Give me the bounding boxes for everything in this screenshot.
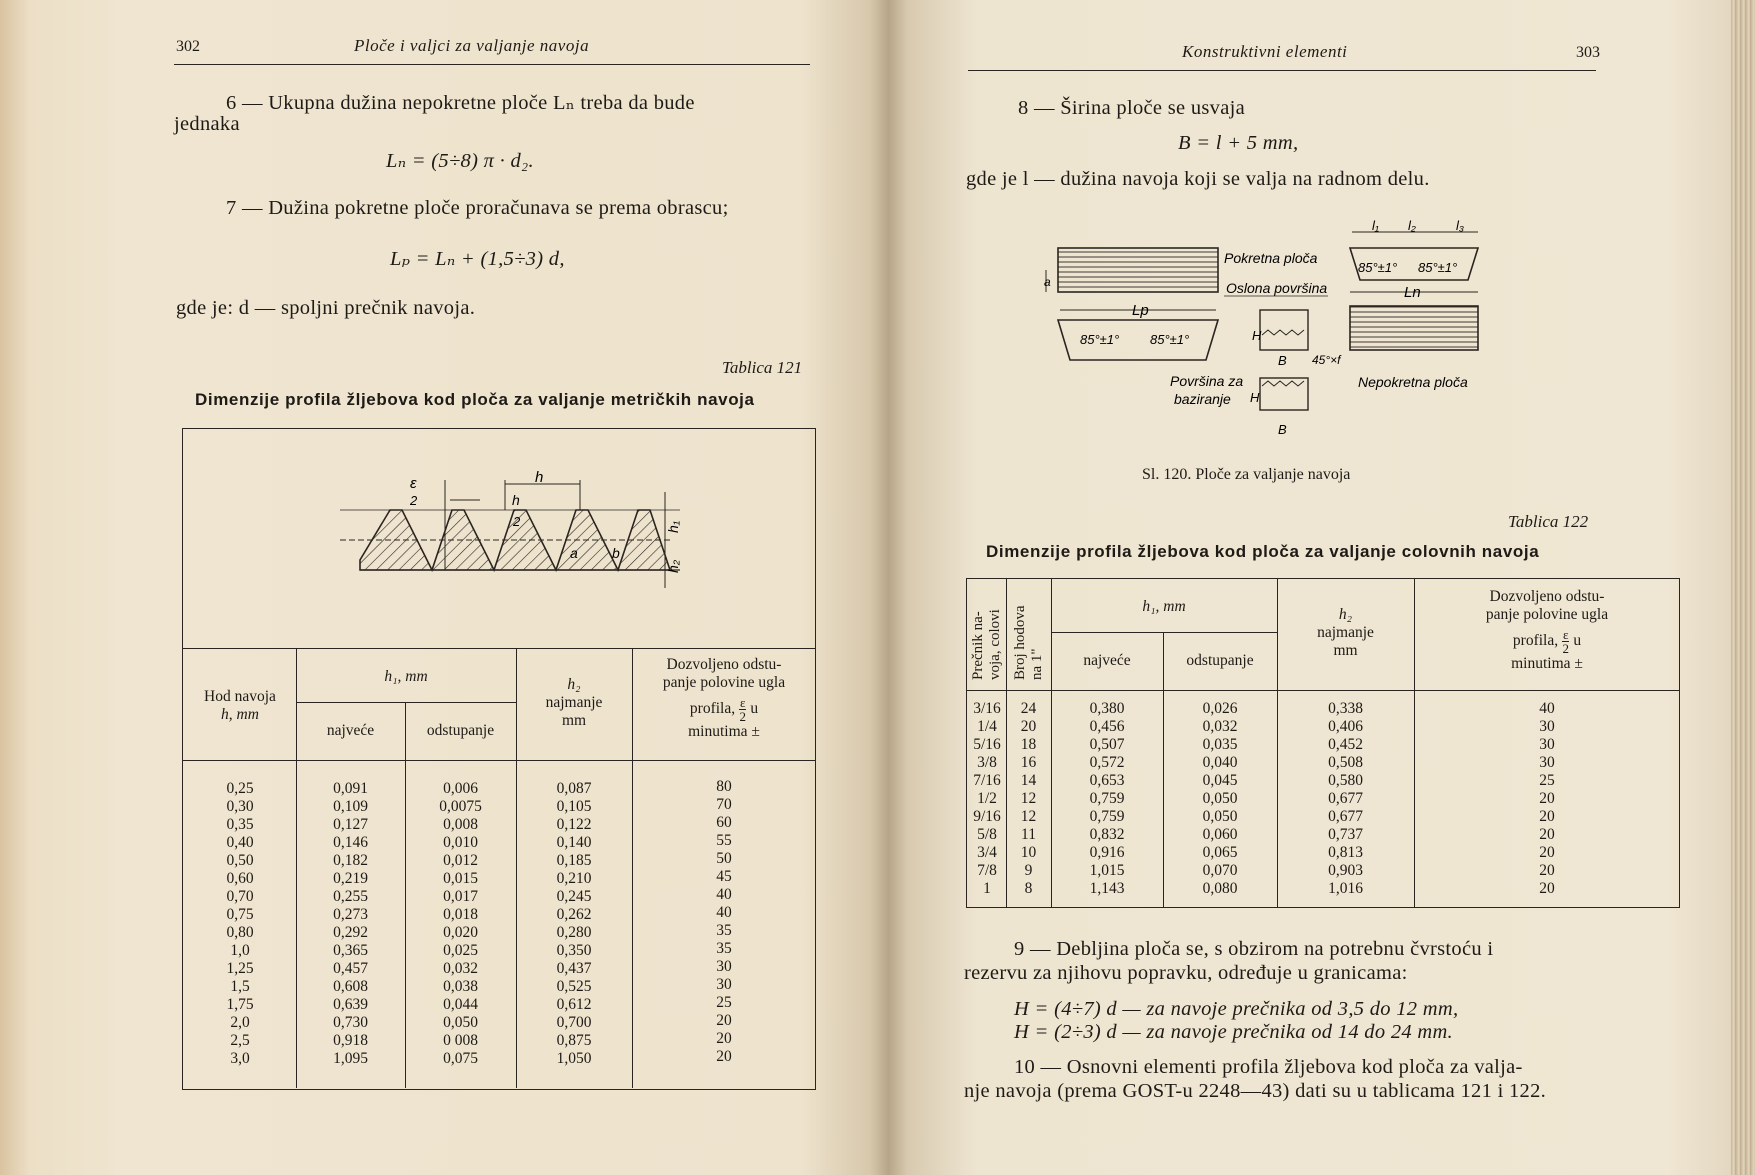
table-cell: 0,050 bbox=[443, 1014, 478, 1031]
running-header-left: Ploče i valjci za valjanje navoja bbox=[354, 36, 590, 55]
table-cell: 3/4 bbox=[977, 844, 997, 861]
table-cell: 1 bbox=[983, 880, 991, 897]
col-precnik-values bbox=[968, 700, 1006, 898]
table-cell: 20 bbox=[1539, 862, 1555, 879]
table-cell: 0,612 bbox=[556, 996, 592, 1013]
table-cell: 3/8 bbox=[977, 754, 997, 771]
table-cell: 30 bbox=[716, 958, 732, 975]
table-cell: 2,5 bbox=[230, 1032, 250, 1049]
table-cell: 0,065 bbox=[1202, 844, 1238, 861]
table-cell: 0,30 bbox=[226, 798, 254, 815]
table-cell: 12 bbox=[1020, 790, 1037, 807]
table-cell: 5/8 bbox=[977, 826, 997, 843]
col-header-najvece-right: najveće bbox=[1083, 652, 1131, 669]
table-cell: 7/8 bbox=[977, 862, 997, 879]
table-cell: 16 bbox=[1020, 754, 1037, 771]
table-121-h1-rule bbox=[296, 702, 516, 703]
formula-h2: H = (2÷3) d — za navoje prečnika od 14 do 24 mm. bbox=[1014, 1021, 1453, 1043]
table-cell: 0,759 bbox=[1089, 790, 1125, 807]
table-cell: 20 bbox=[1539, 790, 1555, 807]
table-cell: 0,080 bbox=[1202, 880, 1238, 897]
table-cell: 0,580 bbox=[1328, 772, 1363, 789]
table-cell: 0,006 bbox=[443, 780, 478, 797]
table-cell: 0,182 bbox=[333, 852, 368, 869]
table-cell: 0,018 bbox=[443, 906, 478, 923]
table-cell: 35 bbox=[716, 922, 732, 939]
figure-caption: Sl. 120. Ploče za valjanje navoja bbox=[1142, 466, 1351, 483]
formula-lp: Lₚ = Lₙ + (1,5÷3) d, bbox=[390, 248, 565, 270]
table-121-header-rule bbox=[182, 760, 816, 761]
table-cell: 0,026 bbox=[1202, 700, 1238, 717]
label-chamfer: 45°×f bbox=[1312, 353, 1341, 367]
table-cell: 1,050 bbox=[556, 1050, 592, 1067]
item-9-text: 9 — Debljina ploča se, s obzirom na potrebnu čvrstoću i bbox=[1014, 938, 1494, 960]
col-header-dozvoljeno: Dozvoljeno odstu- panje polovine ugla profila, $\frac{\varepsilon}{2}$ u minutima ± bbox=[662, 656, 786, 740]
table-cell: 0,80 bbox=[226, 924, 254, 941]
table-cell: 0,508 bbox=[1328, 754, 1363, 771]
table-cell: 0,109 bbox=[333, 798, 368, 815]
table-cell: 0,045 bbox=[1202, 772, 1238, 789]
table-cell: 2,0 bbox=[230, 1014, 250, 1031]
table-121-title: Dimenzije profila žljebova kod ploča za valjanje metričkih navoja bbox=[195, 390, 755, 409]
running-header-right: Konstruktivni elementi bbox=[1182, 42, 1348, 61]
table-cell: 0,380 bbox=[1089, 700, 1125, 717]
label-two: 2 bbox=[410, 493, 418, 508]
table-cell: 40 bbox=[1539, 700, 1555, 717]
table-cell: 0,50 bbox=[226, 852, 254, 869]
fixed-plate-side bbox=[1350, 306, 1478, 350]
table-cell: 0,572 bbox=[1089, 754, 1125, 771]
item-6-text-cont: jednaka bbox=[174, 113, 240, 135]
label-eps: ε bbox=[410, 475, 417, 492]
table-cell: 0,916 bbox=[1089, 844, 1125, 861]
table-cell: 40 bbox=[716, 904, 732, 921]
table-cell: 25 bbox=[716, 994, 732, 1011]
table-cell: 9 bbox=[1024, 862, 1033, 879]
moving-plate-side bbox=[1058, 248, 1218, 292]
label-a: a bbox=[1044, 275, 1051, 289]
table-cell: 50 bbox=[716, 850, 732, 867]
col-header-h1-right: h₁, mm bbox=[1142, 598, 1186, 615]
col-header-odstupanje-right: odstupanje bbox=[1186, 652, 1254, 669]
table-cell: 0,105 bbox=[556, 798, 592, 815]
label-b: b bbox=[612, 545, 620, 561]
table-cell: 20 bbox=[1020, 718, 1037, 735]
detail-block bbox=[1260, 310, 1308, 350]
label-b-1: B bbox=[1278, 353, 1287, 368]
item-10-text: 10 — Osnovni elementi profila žljebova kod ploča za valja- bbox=[1014, 1056, 1523, 1078]
right-page bbox=[888, 0, 1755, 1175]
table-cell: 20 bbox=[1539, 808, 1555, 825]
label-angle-3: 85°±1° bbox=[1358, 260, 1398, 275]
table-cell: 12 bbox=[1020, 808, 1037, 825]
table-122-title: Dimenzije profila žljebova kod ploča za valjanje colovnih navoja bbox=[986, 542, 1540, 561]
table-cell: 0,262 bbox=[556, 906, 592, 923]
table-cell: 0,875 bbox=[556, 1032, 592, 1049]
label-povrsina: Površina za bbox=[1170, 373, 1244, 389]
table-cell: 55 bbox=[716, 832, 732, 849]
table-cell: 0,087 bbox=[556, 780, 592, 797]
table-cell: 0,032 bbox=[1202, 718, 1238, 735]
col-header-h2-right: h₂ najmanje mm bbox=[1317, 606, 1374, 659]
label-h1: h₁ bbox=[665, 520, 681, 533]
item-8-text: 8 — Širina ploče se usvaja bbox=[1018, 97, 1245, 119]
label-b-2: B bbox=[1278, 422, 1287, 437]
table-cell: 7/16 bbox=[973, 772, 1001, 789]
label-baziranje: baziranje bbox=[1174, 391, 1231, 407]
table-cell: 0,350 bbox=[556, 942, 592, 959]
col-header-broj-hodova: Broj hodova na 1" bbox=[1012, 605, 1045, 680]
formula-b: B = l + 5 mm, bbox=[1178, 132, 1299, 154]
table-121-figure-rule bbox=[182, 648, 816, 649]
table-cell: 0,146 bbox=[333, 834, 368, 851]
table-cell: 0,60 bbox=[226, 870, 254, 887]
table-cell: 0,292 bbox=[333, 924, 368, 941]
table-cell: 0,127 bbox=[333, 816, 368, 833]
table-cell: 0,185 bbox=[556, 852, 592, 869]
table-cell: 11 bbox=[1021, 826, 1036, 843]
label-h-2: H bbox=[1250, 390, 1260, 405]
table-cell: 0,091 bbox=[333, 780, 368, 797]
col-broj-values bbox=[1006, 700, 1051, 898]
header-rule-right bbox=[968, 70, 1596, 71]
table-cell: 14 bbox=[1020, 772, 1037, 789]
table-121-label: Tablica 121 bbox=[722, 358, 803, 377]
table-cell: 0,255 bbox=[333, 888, 368, 905]
table-cell: 0,210 bbox=[556, 870, 592, 887]
item-10-text-cont: nje navoja (prema GOST-u 2248—43) dati su u tablicama 121 i 122. bbox=[964, 1080, 1547, 1102]
page-edge bbox=[1731, 0, 1755, 1175]
table-cell: 1/4 bbox=[977, 718, 997, 735]
table-cell: 0,219 bbox=[333, 870, 368, 887]
item-7-text: 7 — Dužina pokretne ploče proračunava se prema obrascu; bbox=[226, 197, 729, 219]
formula-ln: Lₙ = (5÷8) π · d₂. bbox=[386, 150, 534, 172]
table-cell: 0,35 bbox=[226, 816, 254, 833]
label-l3: l₃ bbox=[1456, 220, 1465, 233]
col-h2-values bbox=[516, 780, 632, 1068]
label-angle-4: 85°±1° bbox=[1418, 260, 1458, 275]
table-cell: 0,025 bbox=[443, 942, 478, 959]
table-cell: 0,035 bbox=[1202, 736, 1238, 753]
label-lp: Lp bbox=[1132, 302, 1149, 319]
col-header-hod: Hod navoja h, mm bbox=[204, 688, 276, 723]
table-cell: 0,044 bbox=[443, 996, 478, 1013]
table-cell: 0,406 bbox=[1328, 718, 1363, 735]
table-cell: 0 008 bbox=[443, 1032, 478, 1049]
table-cell: 25 bbox=[1539, 772, 1555, 789]
label-h-half: h bbox=[512, 492, 520, 508]
table-cell: 0,759 bbox=[1089, 808, 1125, 825]
label-h-half-den: 2 bbox=[513, 514, 521, 529]
plates-figure bbox=[1038, 220, 1488, 445]
label-ln: Ln bbox=[1404, 284, 1421, 301]
table-cell: 3/16 bbox=[973, 700, 1001, 717]
table-cell: 0,060 bbox=[1202, 826, 1238, 843]
label-pokretna: Pokretna ploča bbox=[1224, 250, 1318, 266]
table-cell: 0,737 bbox=[1328, 826, 1363, 843]
col-hod-values bbox=[184, 780, 296, 1068]
table-cell: 0,639 bbox=[333, 996, 368, 1013]
table-cell: 0,653 bbox=[1089, 772, 1125, 789]
table-cell: 0,015 bbox=[443, 870, 478, 887]
table-cell: 0,457 bbox=[333, 960, 368, 977]
table-cell: 0,020 bbox=[443, 924, 478, 941]
gde-je-text-right: gde je l — dužina navoja koji se valja na radnom delu. bbox=[966, 168, 1430, 190]
table-cell: 0,070 bbox=[1202, 862, 1238, 879]
table-cell: 80 bbox=[716, 778, 732, 795]
table-cell: 20 bbox=[716, 1048, 732, 1065]
label-l2: l₂ bbox=[1408, 220, 1416, 233]
table-cell: 0,032 bbox=[443, 960, 478, 977]
table-cell: 0,338 bbox=[1328, 700, 1363, 717]
item-9-text-cont: rezervu za njihovu popravku, određuje u granicama: bbox=[964, 962, 1408, 984]
table-cell: 0,452 bbox=[1328, 736, 1363, 753]
table-cell: 0,700 bbox=[556, 1014, 592, 1031]
col-header-h1: h₁, mm bbox=[384, 668, 428, 685]
col-header-dozvoljeno-right: Dozvoljeno odstu- panje polovine ugla profila, $\frac{\varepsilon}{2}$ u minutima ± bbox=[1485, 588, 1609, 672]
label-h2: h₂ bbox=[665, 559, 681, 573]
table-cell: 0,245 bbox=[556, 888, 592, 905]
table-cell: 20 bbox=[1539, 844, 1555, 861]
table-cell: 0,280 bbox=[556, 924, 592, 941]
table-cell: 30 bbox=[1539, 754, 1555, 771]
table-cell: 1,016 bbox=[1328, 880, 1363, 897]
table-cell: 0,008 bbox=[443, 816, 478, 833]
table-cell: 1,143 bbox=[1089, 880, 1125, 897]
table-cell: 0,832 bbox=[1089, 826, 1125, 843]
table-cell: 1,015 bbox=[1089, 862, 1125, 879]
col-header-najvece: najveće bbox=[326, 722, 375, 739]
table-cell: 0,608 bbox=[333, 978, 368, 995]
table-cell: 20 bbox=[1539, 880, 1555, 897]
table-cell: 0,813 bbox=[1328, 844, 1363, 861]
table-cell: 20 bbox=[716, 1030, 732, 1047]
table-cell: 0,918 bbox=[333, 1032, 368, 1049]
label-angle-2: 85°±1° bbox=[1150, 332, 1190, 347]
table-cell: 0,903 bbox=[1328, 862, 1363, 879]
col-najvece-right-values bbox=[1051, 700, 1163, 898]
item-6-text: 6 — Ukupna dužina nepokretne ploče Lₙ treba da bude bbox=[226, 92, 695, 114]
table-cell: 0,730 bbox=[333, 1014, 368, 1031]
col-odstupanje-values bbox=[405, 780, 516, 1068]
table-cell: 0,456 bbox=[1089, 718, 1125, 735]
thread-profile-figure bbox=[340, 470, 710, 600]
header-rule-left bbox=[174, 64, 810, 65]
table-cell: 1,5 bbox=[230, 978, 250, 995]
col-h2-right-values bbox=[1277, 700, 1414, 898]
table-cell: 0,075 bbox=[443, 1050, 478, 1067]
table-cell: 1,25 bbox=[226, 960, 254, 977]
table-cell: 30 bbox=[716, 976, 732, 993]
table-cell: 0,050 bbox=[1202, 790, 1238, 807]
table-cell: 70 bbox=[716, 796, 732, 813]
table-cell: 0,25 bbox=[226, 780, 254, 797]
table-cell: 0,038 bbox=[443, 978, 478, 995]
table-cell: 30 bbox=[1539, 718, 1555, 735]
table-cell: 20 bbox=[1539, 826, 1555, 843]
page-number-right: 303 bbox=[1576, 44, 1600, 61]
col-header-h2: h₂ najmanje mm bbox=[545, 676, 603, 729]
table-cell: 30 bbox=[1539, 736, 1555, 753]
col-header-odstupanje: odstupanje bbox=[426, 722, 495, 739]
label-l1: l₁ bbox=[1372, 220, 1379, 233]
label-nepokretna: Nepokretna ploča bbox=[1358, 374, 1468, 390]
table-cell: 1,095 bbox=[333, 1050, 368, 1067]
table-cell: 0,70 bbox=[226, 888, 254, 905]
table-cell: 0,525 bbox=[556, 978, 592, 995]
label-oslona: Oslona površina bbox=[1226, 280, 1328, 296]
col-najvece-values bbox=[296, 780, 405, 1068]
formula-h1: H = (4÷7) d — za navoje prečnika od 3,5 do 12 mm, bbox=[1014, 998, 1459, 1020]
table-cell: 0,365 bbox=[333, 942, 368, 959]
page-number-left: 302 bbox=[176, 38, 200, 55]
table-cell: 0,040 bbox=[1202, 754, 1238, 771]
table-cell: 0,75 bbox=[226, 906, 254, 923]
detail-block-2 bbox=[1260, 378, 1308, 410]
table-122-h1-rule bbox=[1051, 632, 1277, 633]
table-cell: 0,437 bbox=[556, 960, 592, 977]
table-cell: 9/16 bbox=[973, 808, 1001, 825]
gde-je-text-left: gde je: d — spoljni prečnik navoja. bbox=[176, 297, 476, 319]
table-cell: 0,507 bbox=[1089, 736, 1125, 753]
table-cell: 0,010 bbox=[443, 834, 478, 851]
table-cell: 0,0075 bbox=[439, 798, 482, 815]
table-cell: 1,0 bbox=[230, 942, 250, 959]
table-cell: 1,75 bbox=[226, 996, 254, 1013]
label-h: h bbox=[535, 470, 544, 486]
table-cell: 0,050 bbox=[1202, 808, 1238, 825]
table-cell: 40 bbox=[716, 886, 732, 903]
col-header-precnik: Prečnik na- voja, colovi bbox=[970, 609, 1003, 680]
label-a: a bbox=[570, 545, 578, 561]
table-cell: 0,122 bbox=[556, 816, 592, 833]
table-cell: 35 bbox=[716, 940, 732, 957]
table-cell: 0,40 bbox=[226, 834, 254, 851]
table-cell: 10 bbox=[1020, 844, 1037, 861]
table-cell: 0,140 bbox=[556, 834, 592, 851]
table-122-header-rule bbox=[966, 690, 1680, 691]
col-dozvoljeno-right-values bbox=[1414, 700, 1680, 898]
table-cell: 45 bbox=[716, 868, 732, 885]
table-cell: 3,0 bbox=[230, 1050, 250, 1067]
table-cell: 5/16 bbox=[973, 736, 1001, 753]
col-odstupanje-right-values bbox=[1163, 700, 1277, 898]
table-cell: 24 bbox=[1020, 700, 1037, 717]
table-122-label: Tablica 122 bbox=[1508, 512, 1589, 531]
table-cell: 20 bbox=[716, 1012, 732, 1029]
col-dozvoljeno-values bbox=[632, 778, 816, 1066]
table-cell: 0,677 bbox=[1328, 808, 1363, 825]
table-cell: 0,273 bbox=[333, 906, 368, 923]
label-angle-1: 85°±1° bbox=[1080, 332, 1120, 347]
label-h-1: H bbox=[1252, 328, 1262, 343]
table-cell: 0,012 bbox=[443, 852, 478, 869]
table-cell: 60 bbox=[716, 814, 732, 831]
table-cell: 0,017 bbox=[443, 888, 478, 905]
table-cell: 1/2 bbox=[977, 790, 997, 807]
table-cell: 0,677 bbox=[1328, 790, 1363, 807]
table-cell: 8 bbox=[1024, 880, 1033, 897]
table-cell: 18 bbox=[1020, 736, 1037, 753]
